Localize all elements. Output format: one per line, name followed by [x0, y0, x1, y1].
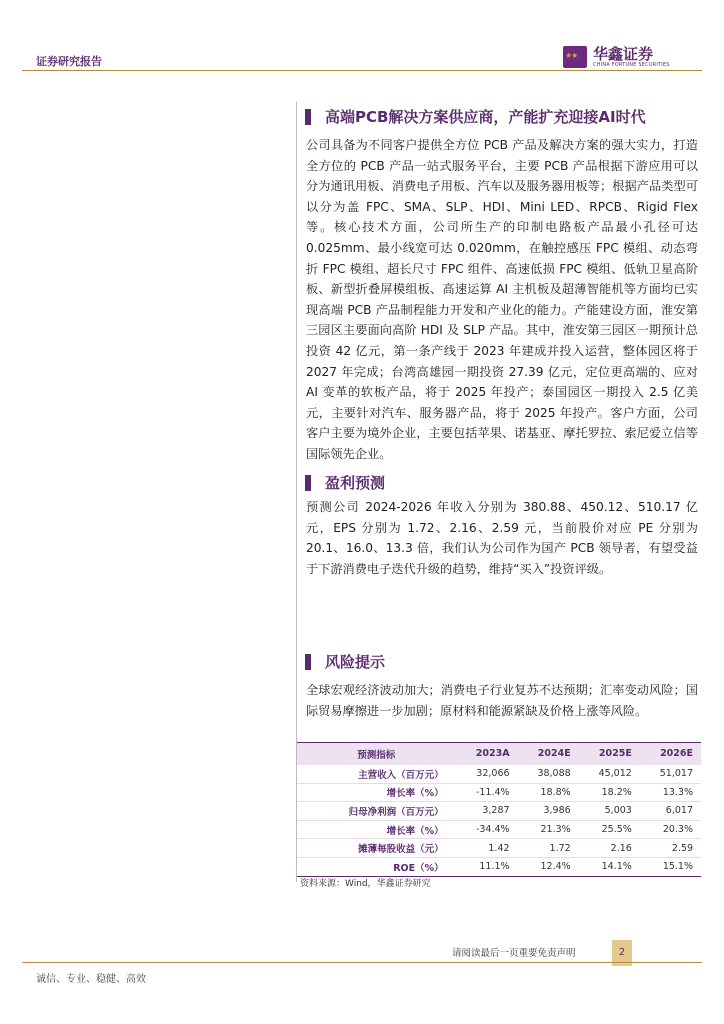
table-row [297, 820, 701, 839]
overview-paragraph: 公司具备为不同客户提供全方位 PCB 产品及解决方案的强大实力，打造全方位的 PCB 产品一站式服务平台，主要 PCB 产品根据下游应用可以分为通讯用板、消费电子用板、汽车以及服务器用板等；根据产品类型可以分为盖 FPC、SMA、SLP、HDI、Mini LED、RPCB、Rigid Flex 等。核心技术方面，公司所生产的印制电路板产品最小孔径可达 0.025mm、最小线宽可达 0.020mm，在触控感压 FPC 模组、动态弯折 FPC 模组、超长尺寸 FPC 组件、高速低损 FPC 模组、低轨卫星高阶板、新型折叠屏模组板、高速运算 AI 主机板及超薄智能机等方面均已实现高端 PCB 产品制程能力开发和产业化的能力。产能建设方面，淮安第三园区主要面向高阶 HDI 及 SLP 产品。其中，淮安第三园区一期预计总投资 42 亿元，第一条产线于 2023 年建成并投入运营，整体园区将于 2027 年完成；台湾高雄园一期投资 27.39 亿元，定位更高端的、应对 AI 变革的软板产品，将于 2025 年投产；泰国园区一期投入 2.5 亿美元，主要针对汽车、服务器产品，将于 2025 年投产。客户方面，公司客户主要为境外企业，主要包括苹果、诺基亚、摩托罗拉、索尼爱立信等国际领先企业。 [306, 138, 698, 461]
table-header-cell: 2025E [579, 743, 640, 765]
row-label: 增长率（%） [297, 820, 456, 839]
table-header-cell: 2026E [640, 743, 701, 765]
table-cell: 18.8% [518, 783, 579, 802]
row-label: 主营收入（百万元） [297, 765, 456, 784]
risk-paragraph: 全球宏观经济波动加大；消费电子行业复苏不达预期；汇率变动风险；国际贸易摩擦进一步加剧；原材料和能源紧缺及价格上涨等风险。 [306, 683, 698, 718]
table-cell: 11.1% [456, 857, 518, 876]
table-cell: 14.1% [579, 857, 640, 876]
table-source-note: 资料来源：Wind，华鑫证券研究 [300, 879, 431, 889]
table-cell: 51,017 [640, 765, 701, 784]
section-title-text: 盈利预测 [325, 474, 386, 492]
table-cell: 2.59 [640, 839, 701, 858]
page-number: 2 [612, 940, 632, 966]
table-header-row [297, 743, 701, 765]
row-label: ROE（%） [297, 857, 456, 876]
logo-emblem-icon [563, 46, 587, 68]
table-cell: 18.2% [579, 783, 640, 802]
table-cell: 3,986 [518, 802, 579, 821]
table-cell: 6,017 [640, 802, 701, 821]
table-row [297, 857, 701, 876]
table-cell: 38,088 [518, 765, 579, 784]
table-cell: 13.3% [640, 783, 701, 802]
table-cell: 20.3% [640, 820, 701, 839]
section-heading-forecast [305, 472, 385, 493]
table-cell: 32,066 [456, 765, 518, 784]
section-heading-overview [305, 106, 646, 127]
table-row [297, 783, 701, 802]
table-cell: 45,012 [579, 765, 640, 784]
table-cell: 5,003 [579, 802, 640, 821]
table-cell: -34.4% [456, 820, 518, 839]
section-title-text: 高端PCB解决方案供应商，产能扩充迎接AI时代 [325, 108, 646, 126]
heading-bar-icon [305, 654, 311, 670]
company-logo [563, 46, 670, 69]
table-cell: 21.3% [518, 820, 579, 839]
table-row [297, 802, 701, 821]
table-cell: 25.5% [579, 820, 640, 839]
table-cell: -11.4% [456, 783, 518, 802]
footer-divider [22, 962, 702, 963]
table-cell: 3,287 [456, 802, 518, 821]
row-label: 摊薄每股收益（元） [297, 839, 456, 858]
table-header-cell: 2024E [518, 743, 579, 765]
row-label: 归母净利润（百万元） [297, 802, 456, 821]
forecast-table [297, 742, 701, 877]
table-header-cell: 2023A [456, 743, 518, 765]
forecast-paragraph: 预测公司 2024-2026 年收入分别为 380.88、450.12、510.17 亿元，EPS 分别为 1.72、2.16、2.59 元，当前股价对应 PE 分别为 20.1、16.0、13.3 倍，我们认为公司作为国产 PCB 领导者，有望受益于下游消费电子迭代升级的趋势，维持“买入”投资评级。 [306, 500, 698, 576]
table-cell: 15.1% [640, 857, 701, 876]
heading-bar-icon [305, 109, 311, 125]
table-cell: 12.4% [518, 857, 579, 876]
table-row [297, 839, 701, 858]
table-cell: 1.42 [456, 839, 518, 858]
logo-name-cn: 华鑫证券 [593, 45, 654, 63]
table-row [297, 765, 701, 784]
table-cell: 1.72 [518, 839, 579, 858]
table-cell: 2.16 [579, 839, 640, 858]
logo-name-en: CHINA FORTUNE SECURITIES [593, 62, 670, 68]
heading-bar-icon [305, 475, 311, 491]
disclaimer-note: 请阅读最后一页重要免责声明 [452, 948, 576, 959]
section-title-text: 风险提示 [325, 653, 386, 671]
table-header-cell: 预测指标 [297, 743, 456, 765]
footer-slogan: 诚信、专业、稳健、高效 [36, 974, 146, 985]
report-type-label: 证券研究报告 [36, 55, 102, 68]
row-label: 增长率（%） [297, 783, 456, 802]
section-heading-risk [305, 651, 385, 672]
header-divider [22, 70, 702, 71]
